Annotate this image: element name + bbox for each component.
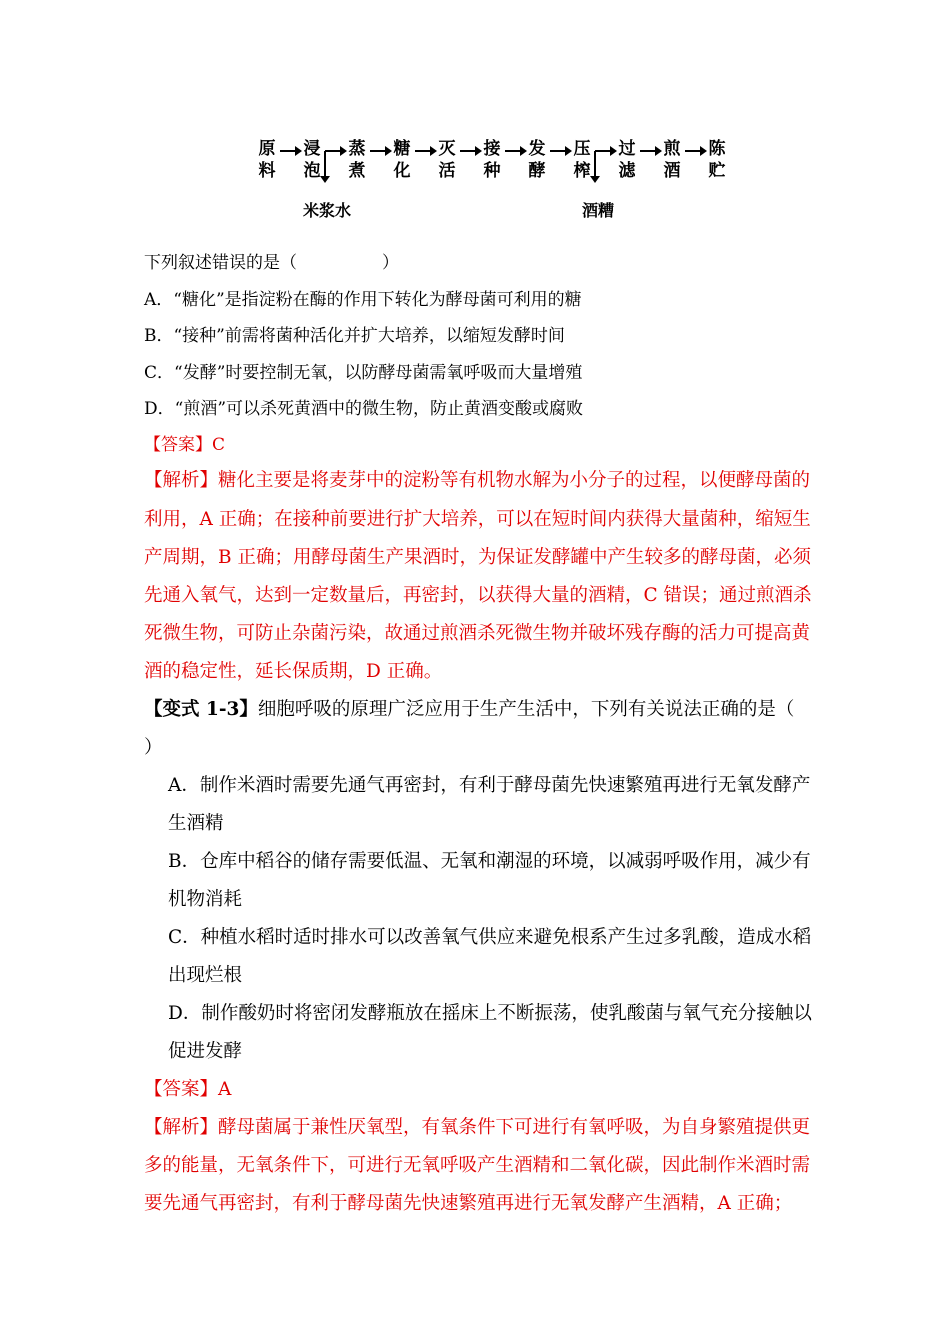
flow-arrow [280, 150, 300, 152]
analysis-line: 死微生物，可防止杂菌污染，故通过煎酒杀死微生物并破坏残存酶的活力可提高黄 [144, 623, 811, 644]
answer: 【答案】C [144, 435, 226, 455]
analysis-line: 先通入氧气，达到一定数量后，再密封，以获得大量的酒精，C 错误；通过煎酒杀 [144, 585, 812, 606]
flow-step-press: 压 榨 [573, 139, 591, 181]
option-b-cont: 机物消耗 [168, 889, 243, 910]
flow-step-raw-material: 原 料 [258, 139, 276, 181]
analysis-line: 利用，A 正确；在接种前要进行扩大培养，可以在短时间内获得大量菌种，缩短生 [144, 509, 811, 530]
analysis-line: 多的能量，无氧条件下，可进行无氧呼吸产生酒精和二氧化碳，因此制作米酒时需 [144, 1155, 811, 1176]
flow-arrow [595, 150, 615, 152]
flow-step-filter: 过 滤 [618, 139, 636, 181]
option-c: C．种植水稻时适时排水可以改善氧气供应来避免根系产生过多乳酸，造成水稻 [168, 927, 812, 948]
question-stem [144, 698, 794, 722]
option-d: D．“煎酒”可以杀死黄酒中的微生物，防止黄酒变酸或腐败 [144, 399, 584, 419]
flow-step-soak: 浸 泡 [303, 139, 321, 181]
flow-step-saccharify: 糖 化 [393, 139, 411, 181]
option-a-cont: 生酒精 [168, 813, 224, 834]
analysis-line: 要先通气再密封，有利于酵母菌先快速繁殖再进行无氧发酵产生酒精，A 正确； [144, 1193, 793, 1214]
option-b: B．“接种”前需将菌种活化并扩大培养，以缩短发酵时间 [144, 326, 565, 346]
flow-arrow [370, 150, 390, 152]
flow-arrow [460, 150, 480, 152]
option-c: C．“发酵”时要控制无氧，以防酵母菌需氧呼吸而大量增殖 [144, 363, 583, 383]
variant-tag: 【变式 1-3】 [144, 699, 258, 720]
byproduct-arrow [324, 151, 326, 181]
analysis-line: 【解析】糖化主要是将麦芽中的淀粉等有机物水解为小分子的过程，以便酵母菌的 [144, 470, 811, 491]
flow-arrow [505, 150, 525, 152]
question-stem: 下列叙述错误的是（ ） [144, 253, 399, 273]
analysis-line: 产周期，B 正确；用酵母菌生产果酒时，为保证发酵罐中产生较多的酵母菌，必须 [144, 547, 811, 568]
flow-arrow [685, 150, 705, 152]
analysis-line: 【解析】酵母菌属于兼性厌氧型，有氧条件下可进行有氧呼吸，为自身繁殖提供更 [144, 1117, 811, 1138]
flow-arrow [325, 150, 345, 152]
process-flow-diagram [250, 138, 740, 223]
question-stem-text: 细胞呼吸的原理广泛应用于生产生活中，下列有关说法正确的是（ [257, 699, 795, 720]
flow-arrow [550, 150, 570, 152]
byproduct-distillers-grains: 酒糟 [582, 201, 615, 220]
flow-step-inoculate: 接 种 [483, 139, 501, 181]
option-d: D．制作酸奶时将密闭发酵瓶放在摇床上不断振荡，使乳酸菌与氧气充分接触以 [168, 1003, 812, 1024]
answer: 【答案】A [144, 1079, 232, 1100]
option-c-cont: 出现烂根 [168, 965, 243, 986]
analysis-line: 酒的稳定性，延长保质期，D 正确。 [144, 661, 443, 682]
option-b: B．仓库中稻谷的储存需要低温、无氧和潮湿的环境，以减弱呼吸作用，减少有 [168, 851, 811, 872]
flow-step-inactivate: 灭 活 [438, 139, 456, 181]
flow-step-age: 陈 贮 [708, 139, 726, 181]
option-d-cont: 促进发酵 [168, 1041, 243, 1062]
flow-step-boil-wine: 煎 酒 [663, 139, 681, 181]
flow-arrow [415, 150, 435, 152]
byproduct-arrow [594, 151, 596, 181]
byproduct-rice-water: 米浆水 [303, 201, 352, 220]
flow-arrow [640, 150, 660, 152]
flow-step-steam: 蒸 煮 [348, 139, 366, 181]
option-a: A．“糖化”是指淀粉在酶的作用下转化为酵母菌可利用的糖 [144, 290, 582, 310]
option-a: A．制作米酒时需要先通气再密封，有利于酵母菌先快速繁殖再进行无氧发酵产 [168, 775, 811, 796]
flow-step-ferment: 发 酵 [528, 139, 546, 181]
question-stem-end: ） [144, 737, 163, 758]
